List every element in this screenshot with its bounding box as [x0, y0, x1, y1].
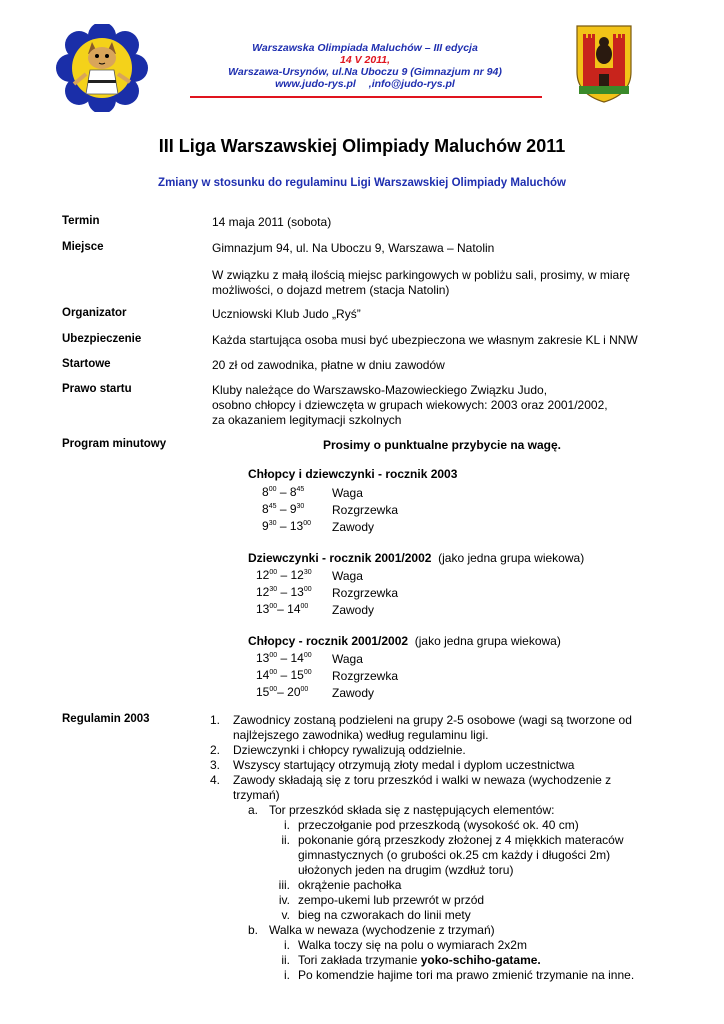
list-roman: i.	[284, 818, 290, 832]
schedule-activity: Waga	[332, 652, 363, 666]
header-contact	[190, 78, 540, 90]
schedule-activity: Rozgrzewka	[332, 586, 399, 600]
rule-item: Wszyscy startujący otrzymują złoty medal i dyplom uczestnictwa	[233, 758, 575, 772]
list-letter: b.	[247, 923, 258, 937]
header-event-name: Warszawska Olimpiada Maluchów – III edycja	[252, 42, 478, 54]
newaza-item: Po komendzie hajime tori ma prawo zmienić trzymanie na inne.	[298, 968, 635, 982]
rule-item: Zawodnicy zostaną podzieleni na grupy 2-5 osobowe (wagi są tworzone od najlżejszego zawodnika) według regulaminu ligi.	[233, 713, 632, 742]
list-roman: ii.	[281, 833, 290, 847]
schedule-time: $14^{00} - 15^{00}$	[256, 668, 312, 682]
obstacle-item: przeczołganie pod przeszkodą (wysokość ok. 40 cm)	[298, 818, 579, 832]
schedule-time: $13^{00}-$ $14^{00}$	[256, 602, 309, 616]
schedule-time: $12^{30} - 13^{00}$	[256, 585, 312, 599]
schedule-group-title: Dziewczynki - rocznik 2001/2002 (jako jedna grupa wiekowa)	[248, 551, 585, 565]
list-roman: i.	[284, 968, 290, 982]
list-roman: i.	[284, 938, 290, 952]
ubezpieczenie-label: Ubezpieczenie	[62, 333, 142, 345]
schedule-group-title: Chłopcy - rocznik 2001/2002 (jako jedna grupa wiekowa)	[248, 634, 561, 648]
list-roman: iii.	[278, 878, 290, 892]
header-address: Warszawa-Ursynów, ul.Na Uboczu 9 (Gimnazjum nr 94)	[228, 66, 502, 78]
rule-item: Dziewczynki i chłopcy rywalizują oddzielnie.	[233, 743, 466, 757]
list-roman: iv.	[278, 893, 290, 907]
punctuality-notice: Prosimy o punktualne przybycie na wagę.	[322, 438, 562, 452]
ubezpieczenie-value: Każda startująca osoba musi być ubezpieczona we własnym zakresie KL i NNW	[212, 333, 638, 347]
schedule-activity: Waga	[332, 486, 363, 500]
prawo-startu-line-2: osobno chłopcy i dziewczęta w grupach wiekowych: 2003 oraz 2001/2002,	[212, 398, 608, 412]
obstacle-item: pokonanie górą przeszkody złożonej z 4 miękkich materaców gimnastycznych (o grubości ok.25 cm każdy i długości 2m) ułożonych jeden na drugim (wzdłuż toru)	[298, 833, 624, 877]
schedule-activity: Rozgrzewka	[332, 669, 399, 683]
obstacle-item: okrążenie pachołka	[298, 878, 402, 892]
regulamin-label: Regulamin 2003	[62, 713, 150, 725]
list-letter: a.	[247, 803, 258, 817]
page-title: III Liga Warszawskiej Olimpiady Maluchów 2011	[158, 136, 566, 156]
termin-label: Termin	[62, 215, 100, 227]
list-number: 4.	[209, 773, 220, 787]
miejsce-value: Gimnazjum 94, ul. Na Uboczu 9, Warszawa – Natolin	[212, 241, 495, 255]
schedule-time: $13^{00} - 14^{00}$	[256, 651, 312, 665]
list-roman: ii.	[281, 953, 290, 967]
prawo-startu-line-1: Kluby należące do Warszawsko-Mazowieckiego Związku Judo,	[212, 383, 548, 397]
lynx-judo-logo	[50, 24, 155, 112]
website-link[interactable]: www.judo-rys.pl	[275, 78, 356, 90]
newaza-item: Tori zakłada trzymanie yoko-schiho-gatame.	[298, 953, 541, 967]
organizator-label: Organizator	[62, 307, 127, 319]
list-number: 1.	[209, 713, 220, 727]
obstacle-item: bieg na czworakach do linii mety	[298, 908, 471, 922]
schedule-activity: Zawody	[332, 686, 375, 700]
schedule-group-title: Chłopcy i dziewczynki - rocznik 2003	[248, 467, 458, 481]
rule-subitem: Tor przeszkód składa się z następujących elementów:	[269, 803, 555, 817]
email-link[interactable]: info@judo-rys.pl	[371, 78, 455, 90]
rule-item: Zawody składają się z toru przeszkód i walki w newaza (wychodzenie z trzymań)	[233, 773, 612, 802]
header-date: 14 V 2011,	[339, 54, 390, 66]
startowe-label: Startowe	[62, 358, 111, 370]
prawo-startu-label: Prawo startu	[62, 383, 132, 395]
organizator-value: Uczniowski Klub Judo „Ryś”	[212, 307, 361, 321]
list-roman: v.	[281, 908, 290, 922]
obstacle-item: zempo-ukemi lub przewrót w przód	[298, 893, 485, 907]
newaza-item: Walka toczy się na polu o wymiarach 2x2m	[298, 938, 527, 952]
schedule-time: $12^{00} - 12^{30}$	[256, 568, 312, 582]
page-subtitle: Zmiany w stosunku do regulaminu Ligi Warszawskiej Olimpiady Maluchów	[158, 177, 566, 189]
schedule-activity: Rozgrzewka	[332, 503, 399, 517]
schedule-activity: Zawody	[332, 603, 375, 617]
parking-note: W związku z małą ilością miejsc parkingowych w pobliżu sali, prosimy, w miarę możliwości, o dojazd metrem (stacja Natolin)	[212, 268, 630, 297]
contact-separator: ,	[368, 78, 372, 90]
schedule-activity: Zawody	[332, 520, 375, 534]
prawo-startu-line-3: za okazaniem legitymacji szkolnych	[212, 413, 402, 427]
rule-subitem: Walka w newaza (wychodzenie z trzymań)	[269, 923, 495, 937]
schedule-time: $9^{30} - 13^{00}$	[262, 519, 311, 533]
schedule-time: $8^{45} - 9^{30}$	[262, 502, 305, 516]
miejsce-label: Miejsce	[62, 241, 104, 253]
ursynow-coat-of-arms	[575, 24, 633, 104]
list-number: 3.	[209, 758, 220, 772]
schedule-time: $15^{00}-$ $20^{00}$	[256, 685, 309, 699]
program-label: Program minutowy	[62, 438, 167, 450]
termin-value: 14 maja 2011 (sobota)	[212, 215, 332, 229]
header-divider	[190, 96, 542, 98]
schedule-activity: Waga	[332, 569, 363, 583]
list-number: 2.	[209, 743, 220, 757]
schedule-time: $8^{00} - 8^{45}$	[262, 485, 305, 499]
startowe-value: 20 zł od zawodnika, płatne w dniu zawodów	[212, 358, 445, 372]
